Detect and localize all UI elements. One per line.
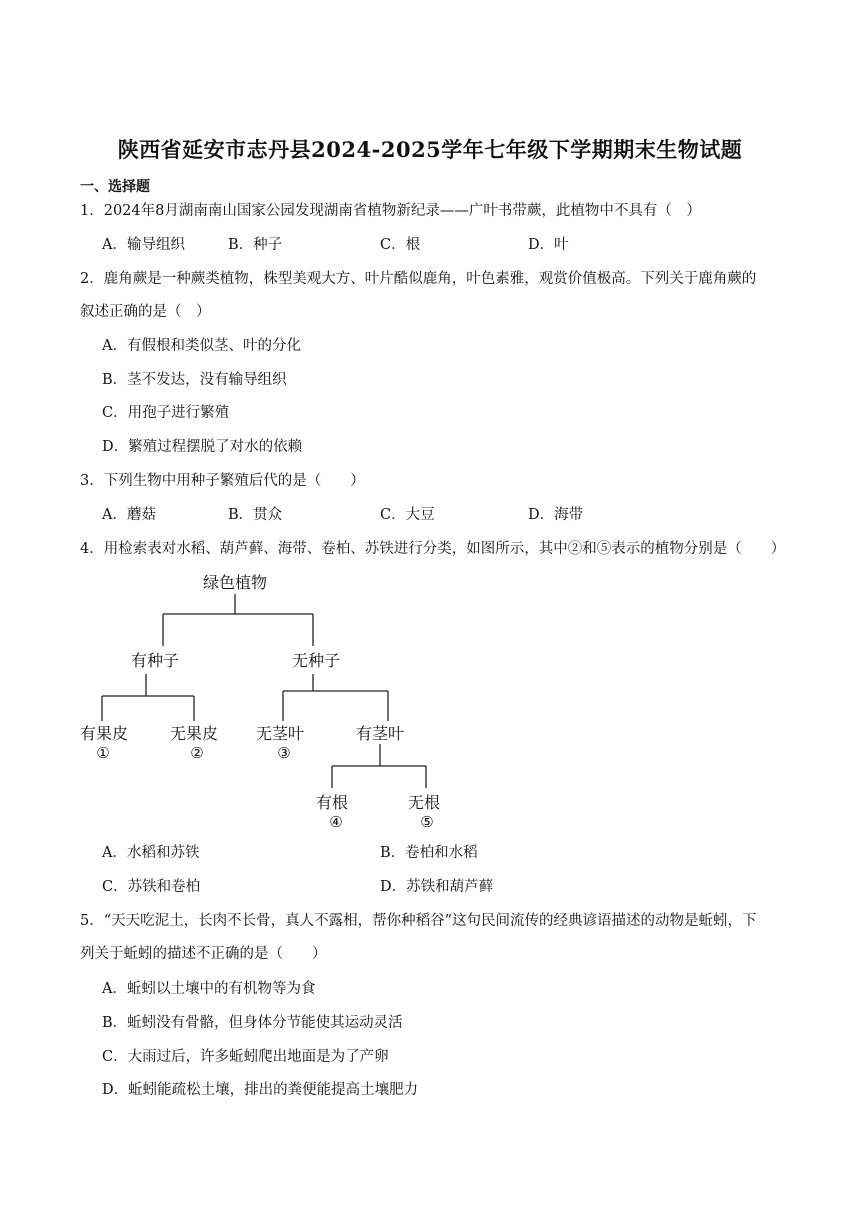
marker-3: ③ [277,744,291,762]
q4-option-b: B．卷柏和水稻 [380,845,478,861]
q5-option-d: D．蚯蚓能疏松土壤，排出的粪便能提高土壤肥力 [102,1082,419,1098]
question-3-stem: 3．下列生物中用种子繁殖后代的是（ ） [80,473,365,489]
q2-option-c: C．用孢子进行繁殖 [102,405,230,421]
q4-option-a: A．水稻和苏铁 [102,845,200,861]
q5-option-c: C．大雨过后，许多蚯蚓爬出地面是为了产卵 [102,1049,389,1065]
node-no-stem-leaf: 无茎叶 [255,724,305,743]
q3-option-d: D．海带 [528,507,584,523]
q1-option-a: A．输导组织 [102,237,185,253]
node-with-seed: 有种子 [130,651,180,670]
q4-option-d: D．苏铁和葫芦藓 [380,879,494,895]
q1-option-b: B．种子 [228,237,283,253]
question-4-stem: 4．用检索表对水稻、葫芦藓、海带、卷柏、苏铁进行分类，如图所示，其中②和⑤表示的植物分别是（ ） [80,541,786,557]
marker-2: ② [190,744,204,762]
q3-option-a: A．蘑菇 [102,507,156,523]
q2-option-b: B．茎不发达，没有输导组织 [102,372,287,388]
q5-option-a: A．蚯蚓以土壤中的有机物等为食 [102,981,316,997]
classification-tree [70,566,460,836]
q4-option-c: C．苏铁和卷柏 [102,879,201,895]
node-no-pericarp: 无果皮 [169,724,219,743]
marker-5: ⑤ [420,813,434,831]
q1-option-c: C．根 [380,237,421,253]
q5-option-b: B．蚯蚓没有骨骼，但身体分节能使其运动灵活 [102,1015,403,1031]
question-2-stem-line2: 叙述正确的是（ ） [80,304,211,320]
q1-option-d: D．叶 [528,237,569,253]
question-2-stem-line1: 2．鹿角蕨是一种蕨类植物，株型美观大方、叶片酷似鹿角，叶色素雅，观赏价值极高。下列关于鹿角蕨的 [80,271,757,287]
q3-option-c: C．大豆 [380,507,435,523]
question-5-stem-line1: 5．“天天吃泥土，长肉不长骨，真人不露相，帮你种稻谷”这句民间流传的经典谚语描述的动物是蚯蚓，下 [80,913,757,929]
marker-4: ④ [329,813,343,831]
q2-option-a: A．有假根和类似茎、叶的分化 [102,338,301,354]
node-green-plants: 绿色植物 [202,573,268,592]
node-with-stem-leaf: 有茎叶 [355,724,405,743]
question-1-stem: 1．2024年8月湖南南山国家公园发现湖南省植物新纪录——广叶书带蕨，此植物中不具有（ ） [80,203,701,219]
q3-option-b: B．贯众 [228,507,283,523]
node-with-pericarp: 有果皮 [79,724,129,743]
node-no-root: 无根 [407,793,441,812]
section-heading: 一、选择题 [80,179,150,195]
classification-key-diagram [70,566,460,836]
question-5-stem-line2: 列关于蚯蚓的描述不正确的是（ ） [80,946,327,962]
marker-1: ① [96,744,110,762]
q2-option-d: D．繁殖过程摆脱了对水的依赖 [102,439,303,455]
node-with-root: 有根 [315,793,349,812]
page-title: 陕西省延安市志丹县2024-2025学年七年级下学期期末生物试题 [117,137,743,162]
node-no-seed: 无种子 [291,651,341,670]
